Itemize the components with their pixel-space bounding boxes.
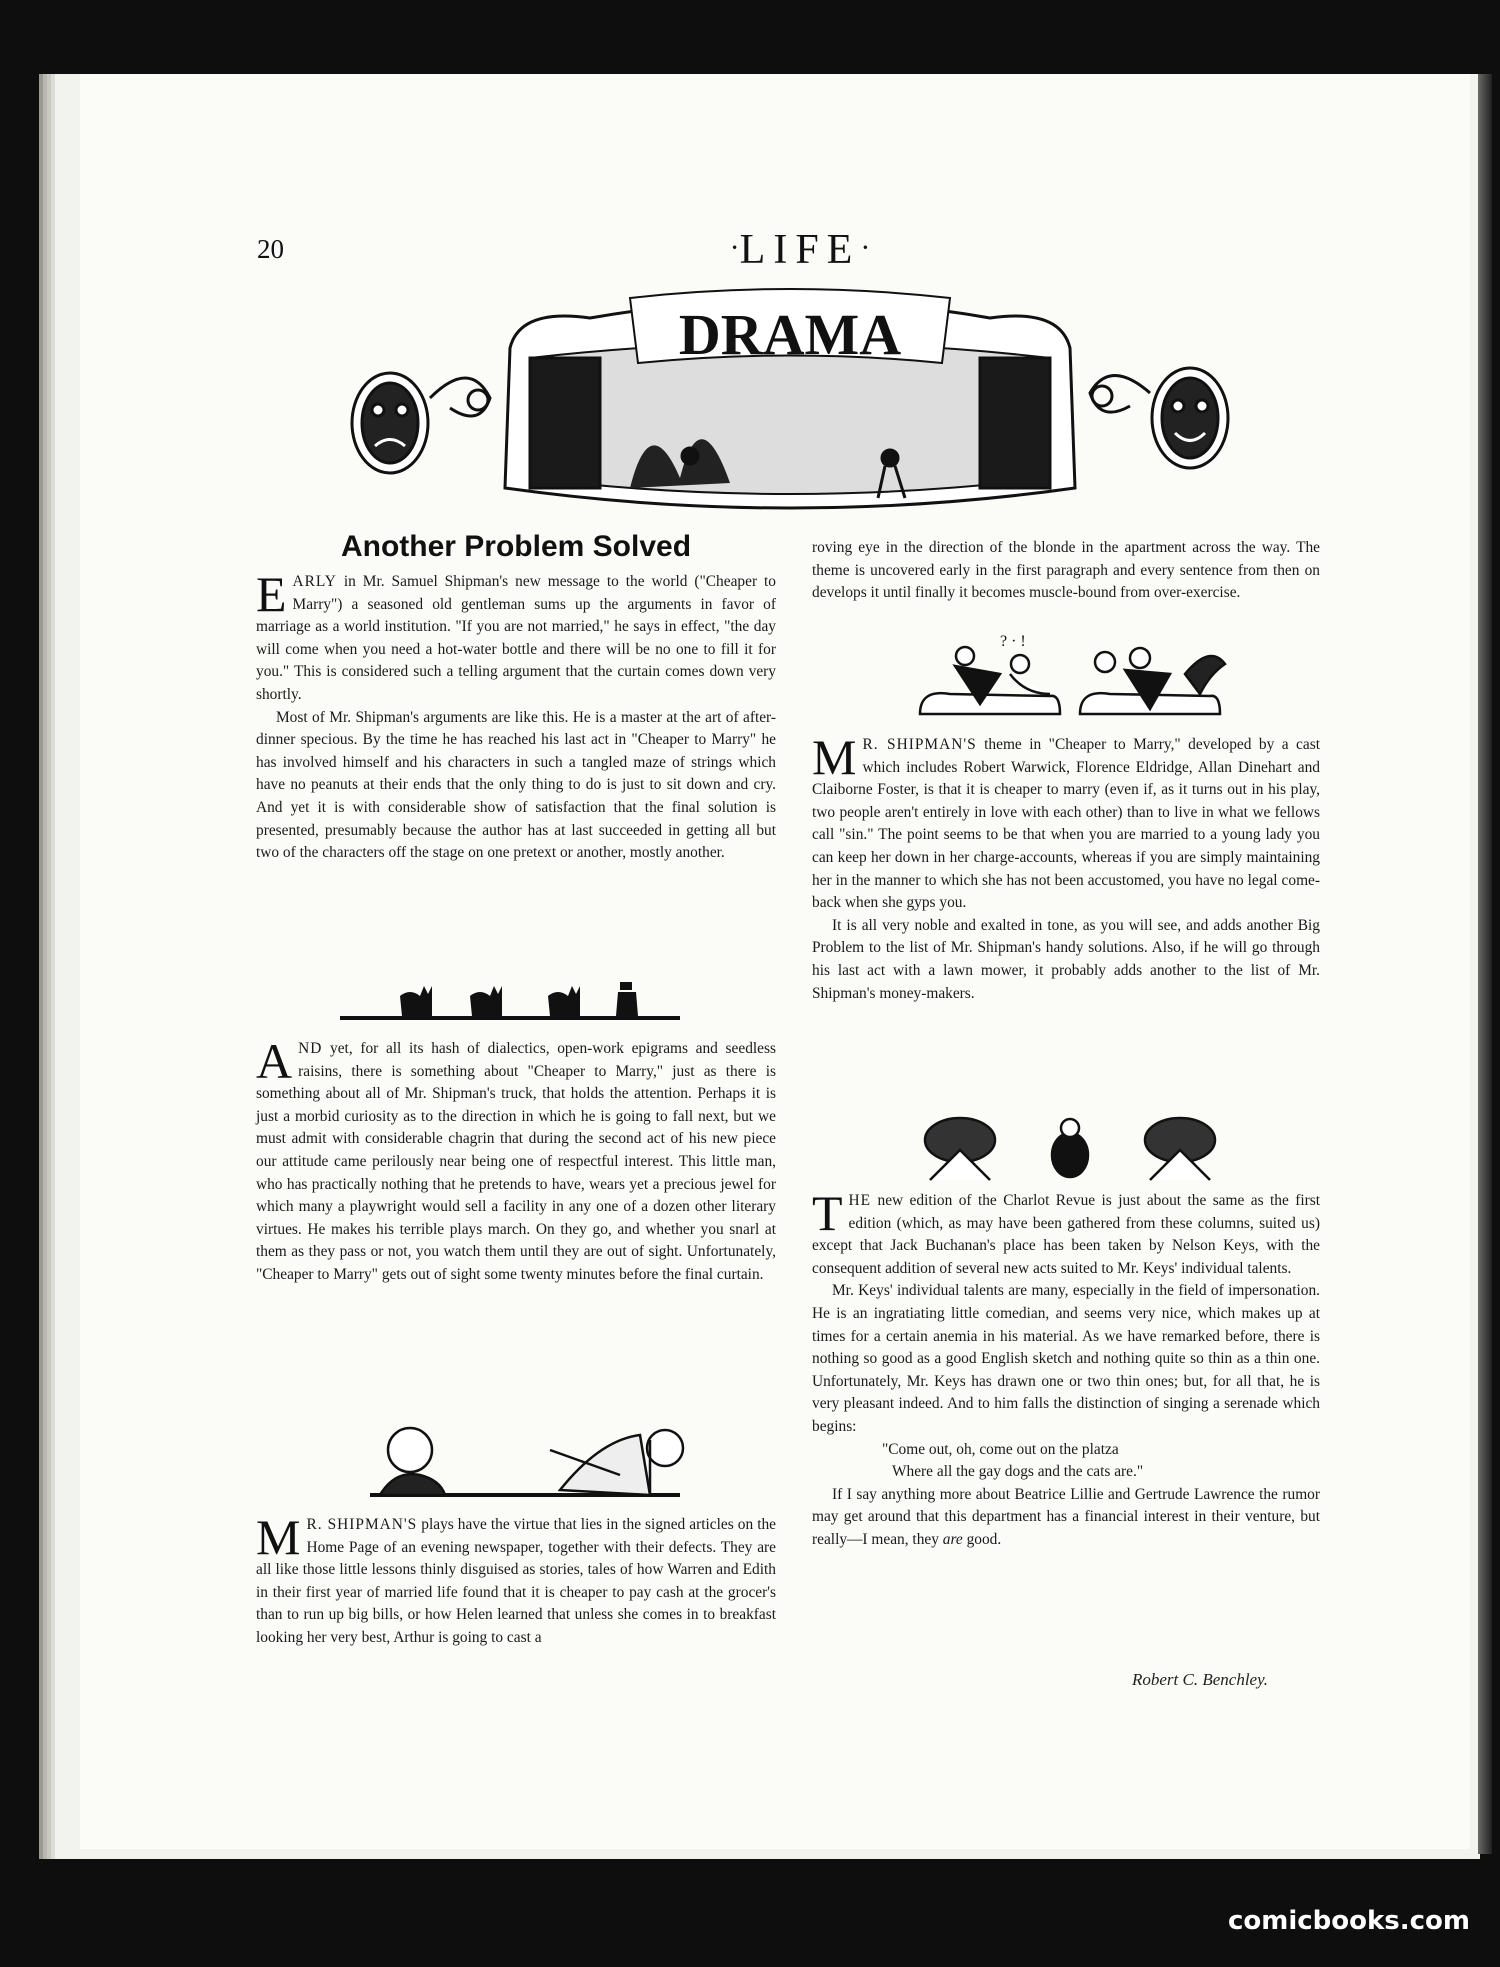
sofa-scene-illustration (910, 634, 1230, 729)
dropcap-e: E (256, 566, 287, 622)
watermark: comicbooks.com (1227, 1906, 1470, 1936)
dropcap-m: M (256, 1509, 301, 1565)
lead-caps: HE (848, 1192, 872, 1209)
right-paragraph-5: Mr. Keys' individual talents are many, especially in the field of impersonation. He is an ingratiating little comedian, and seems very nice, which makes up at times for a certain anemia in his material. As we have remarked before, there is nothing so good as a good English sketch and nothing quite so thin as a thin one. Unfortunately, Mr. Keys has drawn one or two thin ones; but, for all that, he is very pleasant indeed. And to him falls the distinction of singing a serenade which begins: (812, 1282, 1320, 1435)
right-column-block-2 (812, 729, 1320, 1005)
masthead (690, 226, 910, 274)
dropcap-m2: M (812, 729, 857, 785)
right-paragraph-2 (812, 729, 1320, 915)
lead-caps: ND (298, 1040, 323, 1057)
right-paragraph-3: It is all very noble and exalted in tone, as you will see, and adds another Big Problem to the list of Mr. Shipman's handy solutions. Also, if he will go through his last act with a lawn mower, it probably adds another to the list of Mr. Shipman's money-makers. (812, 916, 1320, 1002)
drama-title-scroll (630, 289, 950, 367)
lead-caps: R. SHIPMAN'S (306, 1516, 418, 1533)
masthead-title: LIFE (739, 227, 861, 273)
page-binding-edge (1478, 74, 1492, 1854)
drama-title: DRAMA (678, 302, 902, 367)
three-figures-illustration (900, 1110, 1240, 1185)
verse-line-1: "Come out, oh, come out on the platza (882, 1440, 1119, 1458)
comedy-mask-icon (1090, 368, 1228, 468)
article-title: Another Problem Solved (340, 530, 692, 563)
lead-caps: ARLY (292, 573, 337, 590)
drama-banner-art (330, 288, 1250, 520)
paragraph-text: new edition of the Charlot Revue is just about the same as the first edition (which, as may have been gathered from these columns, suited us) except that Jack Buchanan's place has been taken by Nelson Keys, with the consequent addition of several new acts suited to Mr. Keys' individual talents. (812, 1192, 1320, 1277)
right-paragraph-6 (812, 1484, 1320, 1552)
left-column-block-1 (256, 566, 776, 865)
right-column-block-1 (812, 537, 1320, 605)
left-column-block-2 (256, 1033, 776, 1287)
masthead-dot-right: · (860, 231, 871, 264)
left-paragraph-3 (256, 1033, 776, 1287)
paragraph-text: plays have the virtue that lies in the signed articles on the Home Page of an evening newspaper, together with their defects. They are all like those little lessons thinly disguised as stories, tales of how Warren and Edith in their first year of married life found that it is cheaper to pay cash at the grocer's than to run up big bills, or how Helen learned that unless she comes in to breakfast looking her very best, Arthur is going to cast a (256, 1516, 776, 1646)
right-paragraph-1: roving eye in the direction of the blonde in the apartment across the way. The theme is uncovered early in the first paragraph and every sentence from then on develops it until finally it becomes muscle-bound from over-exercise. (812, 539, 1320, 602)
paragraph-text: good. (962, 1530, 1002, 1548)
author-signature: Robert C. Benchley. (1132, 1670, 1268, 1689)
left-paragraph-4 (256, 1509, 776, 1650)
verse-line-2: Where all the gay dogs and the cats are." (892, 1463, 1144, 1481)
paragraph-text: yet, for all its hash of dialectics, open-work epigrams and seedless raisins, there is something about "Cheaper to Marry," just as there is something about all of Mr. Shipman's truck, that holds the attention. Perhaps it is just a morbid curiosity as to the direction in which he is going to fall next, but we must admit with considerable chagrin that during the second act of his new piece our attitude came perilously near being one of respectful interest. This little man, who has practically nothing that he pretends to have, wears yet a precious jewel for which many a playwright would sell a facility in any one of a dozen other literary virtues. He makes his terrible plays march. On they go, and whether you snarl at them as they pass or not, you watch them until they are out of sight. Unfortunately, "Cheaper to Marry" gets out of sight some twenty minutes before the final curtain. (256, 1040, 776, 1283)
page-number: 20 (257, 234, 284, 264)
cat-icon (400, 982, 638, 1016)
dropcap-a: A (256, 1033, 293, 1089)
paragraph-text: If I say anything more about Beatrice Lillie and Gertrude Lawrence the rumor may get around that this department has a financial interest in their venture, but really—I mean, they (812, 1485, 1320, 1548)
cats-on-fence-illustration (340, 968, 690, 1028)
right-column-block-3 (812, 1185, 1320, 1552)
tragedy-mask-icon (352, 373, 490, 473)
lead-caps: R. SHIPMAN'S (862, 736, 977, 753)
paragraph-text: theme in "Cheaper to Marry," developed by a cast which includes Robert Warwick, Florence Eldridge, Allan Dinehart and Claiborne Foster, is that it is cheaper to marry (even if, as it turns out in his play, two people aren't entirely in love with each other) than to live in what we fellows call "sin." The point seems to be that when you are married to a young lady you can keep her down in her charge-accounts, whereas if you are simply maintaining her in the manner to which she has not been accustomed, you have no legal come-back when she gyps you. (812, 736, 1320, 912)
left-column-block-3 (256, 1509, 776, 1650)
drama-banner (330, 288, 1250, 520)
masthead-dot-left: · (729, 231, 740, 264)
right-paragraph-4 (812, 1185, 1320, 1280)
svg-text:? · !: ? · ! (1000, 634, 1026, 650)
left-paragraph-2: Most of Mr. Shipman's arguments are like this. He is a master at the art of after-dinner specious. By the time he has reached his last act in "Cheaper to Marry" he has involved himself and his characters in such a tangled maze of strings which have no peanuts at their ends that the only thing to do is just to sit down and cry. And yet it is with considerable show of satisfaction that the final solution is presented, presumably because the author has at last succeeded in getting all but two of the characters off the stage on one pretext or another, mostly another. (256, 708, 776, 862)
paragraph-text: in Mr. Samuel Shipman's new message to the world ("Cheaper to Marry") a seasoned old gentleman sums up the arguments in favor of marriage as a world institution. "If you are not married," he says in effect, "the day will come when you need a hot-water bottle and there will be no one to fill it for you." This is considered such a telling argument that the curtain comes down very shortly. (256, 573, 776, 703)
knight-and-figure-illustration (350, 1420, 690, 1510)
left-paragraph-1 (256, 566, 776, 707)
emphasis-text: are (942, 1530, 963, 1548)
dropcap-t: T (812, 1185, 843, 1241)
